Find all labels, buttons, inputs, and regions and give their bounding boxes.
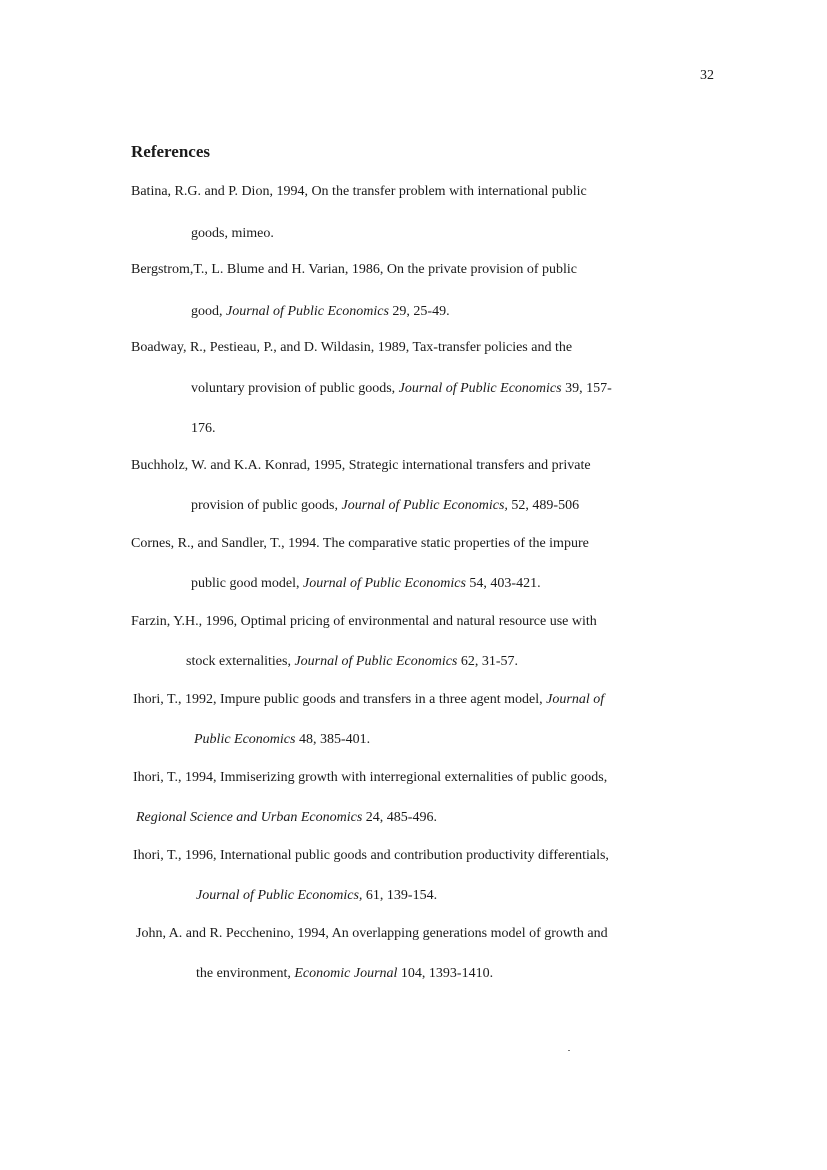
- reference-text: Bergstrom,T., L. Blume and H. Varian, 1986, On the private provision of public: [131, 262, 577, 277]
- reference-line: [194, 732, 370, 748]
- page-number: 32: [700, 68, 714, 83]
- reference-line: [191, 381, 612, 397]
- journal-title: Economic Journal: [294, 966, 398, 981]
- reference-line: [136, 926, 608, 942]
- reference-text: Cornes, R., and Sandler, T., 1994. The comparative static properties of the impure: [131, 536, 589, 551]
- journal-title: Journal of: [546, 692, 605, 707]
- reference-text: public good model,: [191, 576, 303, 591]
- reference-text: goods, mimeo.: [191, 226, 274, 241]
- reference-line: [136, 810, 437, 826]
- reference-text: 62, 31-57.: [457, 654, 519, 669]
- reference-line: [133, 848, 609, 864]
- reference-text: 54, 403-421.: [465, 576, 541, 591]
- journal-title: Journal of Public Economics,: [196, 888, 363, 903]
- reference-line: [191, 304, 450, 320]
- reference-line: [133, 770, 607, 786]
- reference-line: [191, 226, 274, 242]
- reference-line: [196, 966, 493, 982]
- reference-text: John, A. and R. Pecchenino, 1994, An overlapping generations model of growth and: [136, 926, 608, 941]
- journal-title: Journal of Public Economics: [226, 304, 389, 319]
- reference-line: [186, 654, 518, 670]
- reference-line: [133, 692, 604, 708]
- reference-text: Ihori, T., 1992, Impure public goods and transfers in a three agent model,: [133, 692, 547, 707]
- journal-title: Journal of Public Economics: [398, 381, 562, 396]
- reference-text: Ihori, T., 1996, International public goods and contribution productivity differentials,: [133, 848, 609, 863]
- scan-speck: [568, 1050, 570, 1051]
- reference-text: 61, 139-154.: [362, 888, 438, 903]
- reference-line: [131, 458, 591, 474]
- reference-text: stock externalities,: [186, 654, 295, 669]
- reference-line: [191, 576, 541, 592]
- journal-title: Public Economics: [194, 732, 296, 747]
- reference-text: provision of public goods,: [191, 498, 342, 513]
- journal-title: Journal of Public Economics: [294, 654, 458, 669]
- reference-text: 104, 1393-1410.: [397, 966, 494, 981]
- reference-text: Boadway, R., Pestieau, P., and D. Wildasin, 1989, Tax-transfer policies and the: [131, 340, 573, 355]
- journal-title: Journal of Public Economics: [303, 576, 466, 591]
- reference-text: good,: [191, 304, 226, 319]
- reference-text: 39, 157-: [561, 381, 612, 396]
- journal-title: Regional Science and Urban Economics: [136, 810, 363, 825]
- reference-line: [131, 184, 587, 200]
- reference-text: voluntary provision of public goods,: [191, 381, 399, 396]
- reference-text: Ihori, T., 1994, Immiserizing growth with interregional externalities of public goods,: [133, 770, 608, 785]
- reference-text: Batina, R.G. and P. Dion, 1994, On the transfer problem with international public: [131, 184, 587, 199]
- reference-line: [131, 340, 572, 356]
- reference-text: Buchholz, W. and K.A. Konrad, 1995, Strategic international transfers and private: [131, 458, 591, 473]
- reference-text: 24, 485-496.: [362, 810, 437, 825]
- journal-title: Journal of Public Economics,: [341, 498, 508, 513]
- reference-line: [196, 888, 437, 904]
- reference-line: [191, 498, 579, 514]
- reference-text: 48, 385-401.: [295, 732, 371, 747]
- reference-text: 176.: [191, 421, 216, 436]
- reference-text: 29, 25-49.: [388, 304, 450, 319]
- references-heading: References: [131, 142, 210, 161]
- reference-line: [131, 614, 597, 630]
- reference-text: the environment,: [196, 966, 295, 981]
- reference-text: Farzin, Y.H., 1996, Optimal pricing of environmental and natural resource use with: [131, 614, 597, 629]
- reference-text: 52, 489-506: [507, 498, 580, 513]
- reference-line: [131, 262, 577, 278]
- reference-line: [131, 536, 589, 552]
- reference-line: [191, 421, 216, 437]
